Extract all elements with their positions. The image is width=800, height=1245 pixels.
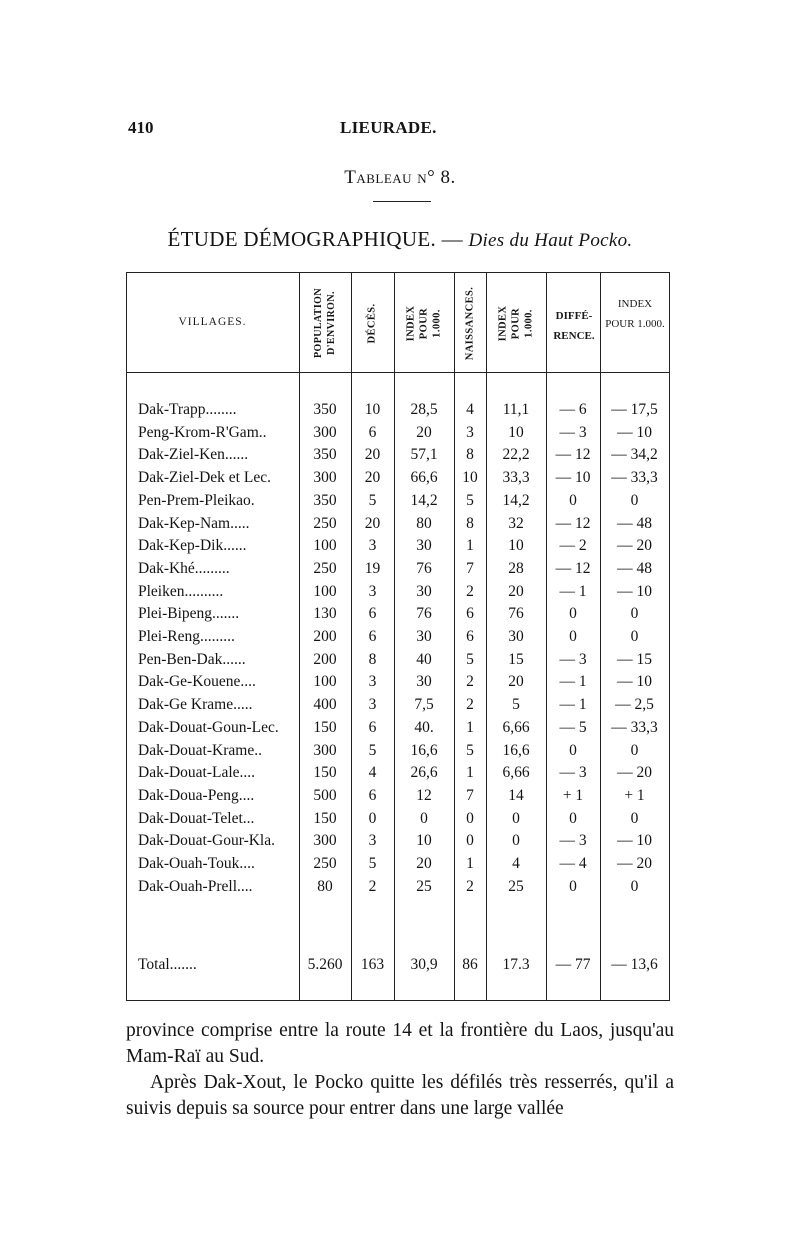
index-naissances-value: 11,1 xyxy=(502,401,530,418)
deces-value: 10 xyxy=(364,401,381,418)
difference-value: — 3 xyxy=(559,764,587,782)
table-row xyxy=(126,490,670,512)
index-deces-value: 25 xyxy=(416,877,432,895)
header-deces-label: DÉCÈS. xyxy=(366,302,378,344)
population-value: 400 xyxy=(313,696,337,714)
index-difference-value: — 33,3 xyxy=(611,718,658,736)
difference-value: — 1 xyxy=(559,673,587,691)
table-row xyxy=(126,830,670,852)
naissances-value: 86 xyxy=(462,956,478,973)
table-title xyxy=(0,227,800,252)
index-naissances-value: 0 xyxy=(512,809,520,827)
paragraph: Après Dak-Xout, le Pocko quitte les défilés très resserrés, qu'il a suivis depuis sa source pour entrer dans une large vallée xyxy=(126,1072,674,1119)
naissances-value: 8 xyxy=(466,514,474,532)
naissances-value: 2 xyxy=(466,877,474,895)
index-naissances-value: 14 xyxy=(508,786,524,804)
index-difference-value: — 10 xyxy=(617,832,652,850)
index-difference-value: — 2,5 xyxy=(615,696,654,714)
index-deces-value: 7,5 xyxy=(414,696,434,714)
index-difference-value: — 20 xyxy=(617,764,652,782)
index-difference-value: — 34,2 xyxy=(611,446,658,464)
index-naissances-value: 10 xyxy=(508,537,524,555)
village-name: Pen-Ben-Dak...... xyxy=(138,650,246,668)
deces-value: 19 xyxy=(364,559,381,577)
naissances-value: 1 xyxy=(466,764,474,782)
population-value: 300 xyxy=(313,469,337,487)
table-row xyxy=(126,444,670,466)
village-name: Dak-Ziel-Dek et Lec. xyxy=(138,469,271,487)
index-difference-value: — 10 xyxy=(617,673,652,691)
difference-value: — 3 xyxy=(559,832,587,850)
population-value: 80 xyxy=(317,877,333,895)
population-value: 300 xyxy=(313,741,337,759)
index-deces-value: 30 xyxy=(416,673,432,691)
header-difference: DIFFÉ- RENCE. xyxy=(553,310,595,342)
index-naissances-value: 20 xyxy=(508,673,524,691)
population-value: 250 xyxy=(313,514,337,532)
index-deces-value: 76 xyxy=(416,605,432,623)
deces-value: 3 xyxy=(368,537,377,555)
index-deces-value: 30 xyxy=(416,537,432,555)
village-name: Dak-Ouah-Prell.... xyxy=(138,877,253,895)
difference-value: — 12 xyxy=(555,514,591,532)
index-naissances-value: 6,66 xyxy=(502,718,530,736)
deces-value: 6 xyxy=(368,605,377,623)
index-naissances-value: 76 xyxy=(508,605,524,623)
index-naissances-value: 6,66 xyxy=(502,764,530,782)
index-deces-value: 0 xyxy=(420,809,428,827)
index-naissances-value: 30 xyxy=(508,628,524,645)
difference-value: — 6 xyxy=(559,401,587,418)
difference-value: 0 xyxy=(569,809,577,827)
village-name: Dak-Trapp........ xyxy=(138,401,237,418)
index-naissances-value: 0 xyxy=(512,832,520,850)
population-value: 350 xyxy=(313,491,337,509)
demographic-table xyxy=(126,272,670,1001)
index-deces-value: 40. xyxy=(414,718,434,736)
village-name: Pen-Prem-Pleikao. xyxy=(138,491,255,509)
index-difference-value: — 17,5 xyxy=(611,401,658,418)
table-row xyxy=(126,581,670,603)
deces-value: 0 xyxy=(368,809,377,827)
population-value: 250 xyxy=(313,855,337,872)
title-rule xyxy=(373,201,431,202)
difference-value: — 4 xyxy=(559,855,587,872)
index-deces-value: 10 xyxy=(416,832,432,850)
index-deces-value: 26,6 xyxy=(410,764,438,782)
table-row xyxy=(126,399,670,421)
deces-value: 5 xyxy=(368,741,377,759)
index-naissances-value: 32 xyxy=(508,514,524,532)
index-deces-value: 57,1 xyxy=(410,446,438,464)
naissances-value: 1 xyxy=(466,855,474,872)
table-row xyxy=(126,853,670,875)
table-title-italic: Dies du Haut Pocko. xyxy=(468,230,633,251)
deces-value: 6 xyxy=(368,423,377,441)
population-value: 100 xyxy=(313,582,337,600)
index-deces-value: 30 xyxy=(416,628,432,645)
header-naissances-label: NAISSANCES. xyxy=(464,286,476,360)
naissances-value: 6 xyxy=(466,605,474,623)
header-naissances xyxy=(454,276,486,370)
village-name: Total....... xyxy=(138,956,197,973)
table-row xyxy=(126,535,670,557)
deces-value: 163 xyxy=(360,956,385,973)
village-name: Dak-Ziel-Ken...... xyxy=(138,446,249,464)
table-top-border xyxy=(126,272,670,273)
difference-value: 0 xyxy=(569,741,577,759)
index-naissances-value: 25 xyxy=(508,877,524,895)
deces-value: 3 xyxy=(368,832,377,850)
table-row xyxy=(126,671,670,693)
index-naissances-value: 5 xyxy=(512,696,520,714)
village-name: Dak-Khé......... xyxy=(138,559,230,577)
index-difference-value: 0 xyxy=(630,809,639,827)
deces-value: 5 xyxy=(368,855,377,872)
difference-value: — 12 xyxy=(555,559,591,577)
village-name: Dak-Douat-Telet... xyxy=(138,809,255,827)
naissances-value: 7 xyxy=(466,559,474,577)
naissances-value: 6 xyxy=(466,628,474,645)
header-index-deces-label: INDEX POUR 1.000. xyxy=(405,305,443,341)
population-value: 300 xyxy=(313,423,337,441)
population-value: 200 xyxy=(313,650,337,668)
naissances-value: 0 xyxy=(466,809,474,827)
village-name: Dak-Douat-Gour-Kla. xyxy=(138,832,275,850)
table-title-main: ÉTUDE DÉMOGRAPHIQUE. xyxy=(167,227,437,251)
header-villages: VILLAGES. xyxy=(178,316,247,328)
index-naissances-value: 22,2 xyxy=(502,446,530,464)
population-value: 150 xyxy=(313,718,337,736)
deces-value: 3 xyxy=(368,673,377,691)
village-name: Dak-Ouah-Touk.... xyxy=(138,855,255,872)
naissances-value: 8 xyxy=(466,446,474,464)
index-difference-value: 0 xyxy=(630,605,639,623)
index-difference-value: — 20 xyxy=(617,537,652,555)
difference-value: 0 xyxy=(569,491,577,509)
village-name: Dak-Ge Krame..... xyxy=(138,696,253,714)
population-value: 350 xyxy=(313,401,337,418)
difference-value: — 5 xyxy=(559,718,587,736)
table-bottom-border xyxy=(126,1000,670,1001)
naissances-value: 5 xyxy=(466,650,474,668)
naissances-value: 3 xyxy=(466,423,474,441)
table-row xyxy=(126,785,670,807)
village-name: Dak-Kep-Dik...... xyxy=(138,537,247,555)
index-naissances-value: 17.3 xyxy=(502,956,530,973)
naissances-value: 1 xyxy=(466,718,474,736)
index-deces-value: 80 xyxy=(416,514,432,532)
village-name: Dak-Douat-Lale.... xyxy=(138,764,256,782)
table-title-dash: — xyxy=(441,227,463,251)
difference-value: — 1 xyxy=(559,696,587,714)
index-difference-value: + 1 xyxy=(624,786,645,804)
difference-value: — 2 xyxy=(559,537,587,555)
village-name: Dak-Doua-Peng.... xyxy=(138,786,255,804)
table-row xyxy=(126,513,670,535)
index-deces-value: 16,6 xyxy=(410,741,438,759)
difference-value: — 77 xyxy=(555,956,591,973)
index-deces-value: 20 xyxy=(416,423,432,441)
index-deces-value: 66,6 xyxy=(410,469,438,487)
village-name: Plei-Reng......... xyxy=(138,628,235,645)
difference-value: 0 xyxy=(569,605,577,623)
village-name: Dak-Douat-Goun-Lec. xyxy=(138,718,279,736)
index-naissances-value: 10 xyxy=(508,423,524,441)
table-row xyxy=(126,649,670,671)
population-value: 100 xyxy=(313,673,337,691)
header-deces xyxy=(351,276,394,370)
deces-value: 20 xyxy=(364,469,381,487)
deces-value: 4 xyxy=(368,764,377,782)
population-value: 350 xyxy=(313,446,337,464)
index-difference-value: — 15 xyxy=(617,650,652,668)
table-row xyxy=(126,762,670,784)
paragraph: province comprise entre la route 14 et la frontière du Laos, jusqu'au Mam-Raï au Sud. xyxy=(126,1020,674,1067)
village-name: Peng-Krom-R'Gam.. xyxy=(138,423,267,441)
naissances-value: 0 xyxy=(466,832,474,850)
naissances-value: 1 xyxy=(466,537,474,555)
index-difference-value: — 48 xyxy=(617,514,652,532)
difference-value: + 1 xyxy=(562,786,584,804)
table-row xyxy=(126,626,670,648)
index-deces-value: 20 xyxy=(416,855,432,872)
index-difference-value: — 10 xyxy=(617,582,652,600)
naissances-value: 2 xyxy=(466,582,474,600)
index-deces-value: 76 xyxy=(416,559,432,577)
table-row xyxy=(126,740,670,762)
deces-value: 2 xyxy=(368,877,377,895)
population-value: 100 xyxy=(313,537,337,555)
difference-value: — 3 xyxy=(559,650,587,668)
deces-value: 6 xyxy=(368,786,377,804)
population-value: 150 xyxy=(313,809,337,827)
header-population xyxy=(299,276,351,370)
table-row xyxy=(126,808,670,830)
index-difference-value: — 20 xyxy=(617,855,652,872)
index-difference-value: — 10 xyxy=(617,423,652,441)
header-index-deces xyxy=(394,276,454,370)
deces-value: 20 xyxy=(364,446,381,464)
deces-value: 6 xyxy=(368,628,377,645)
index-deces-value: 30 xyxy=(416,582,432,600)
village-name: Pleiken.......... xyxy=(138,582,224,600)
difference-value: — 10 xyxy=(555,469,591,487)
total-row xyxy=(126,954,670,976)
population-value: 250 xyxy=(313,559,337,577)
index-deces-value: 40 xyxy=(416,650,432,668)
index-difference-value: 0 xyxy=(630,628,639,645)
deces-value: 3 xyxy=(368,696,377,714)
table-row xyxy=(126,876,670,898)
village-name: Dak-Douat-Krame.. xyxy=(138,741,262,759)
table-row xyxy=(126,467,670,489)
body-text xyxy=(126,1018,674,1122)
naissances-value: 7 xyxy=(466,786,474,804)
village-name: Dak-Kep-Nam..... xyxy=(138,514,250,532)
naissances-value: 4 xyxy=(466,401,474,418)
deces-value: 3 xyxy=(368,582,377,600)
index-difference-value: — 13,6 xyxy=(611,956,658,973)
population-value: 500 xyxy=(313,786,337,804)
index-difference-value: — 48 xyxy=(617,559,652,577)
difference-value: — 1 xyxy=(559,582,587,600)
index-deces-value: 30,9 xyxy=(410,956,438,973)
naissances-value: 5 xyxy=(466,491,474,509)
village-name: Plei-Bipeng....... xyxy=(138,605,240,623)
table-number: Tableau n° 8. xyxy=(344,167,456,188)
population-value: 150 xyxy=(313,764,337,782)
deces-value: 8 xyxy=(368,650,377,668)
index-difference-value: 0 xyxy=(630,741,639,759)
deces-value: 6 xyxy=(368,718,377,736)
index-naissances-value: 15 xyxy=(508,650,524,668)
page-number: 410 xyxy=(128,118,154,137)
table-row xyxy=(126,694,670,716)
naissances-value: 5 xyxy=(466,741,474,759)
table-row xyxy=(126,558,670,580)
population-value: 5.260 xyxy=(307,956,343,973)
index-difference-value: — 33,3 xyxy=(611,469,658,487)
index-deces-value: 12 xyxy=(416,786,432,804)
population-value: 130 xyxy=(313,605,337,623)
header-index-naissances xyxy=(486,276,546,370)
index-difference-value: 0 xyxy=(630,491,639,509)
index-naissances-value: 20 xyxy=(508,582,524,600)
deces-value: 20 xyxy=(364,514,381,532)
naissances-value: 10 xyxy=(462,469,478,487)
index-deces-value: 28,5 xyxy=(410,401,438,418)
header-index-naissances-label: INDEX POUR 1.000. xyxy=(497,305,535,341)
index-naissances-value: 28 xyxy=(508,559,524,577)
running-title: LIEURADE. xyxy=(340,118,437,137)
index-naissances-value: 4 xyxy=(512,855,520,872)
index-difference-value: 0 xyxy=(630,877,639,895)
index-naissances-value: 33,3 xyxy=(502,469,530,487)
difference-value: — 3 xyxy=(559,423,587,441)
difference-value: — 12 xyxy=(555,446,591,464)
table-row xyxy=(126,603,670,625)
population-value: 200 xyxy=(313,628,337,645)
population-value: 300 xyxy=(313,832,337,850)
table-row xyxy=(126,717,670,739)
difference-value: 0 xyxy=(569,877,577,895)
deces-value: 5 xyxy=(368,491,377,509)
difference-value: 0 xyxy=(569,628,577,645)
naissances-value: 2 xyxy=(466,673,474,691)
table-row xyxy=(126,422,670,444)
index-naissances-value: 14,2 xyxy=(502,491,530,509)
header-population-label: POPULATION D'ENVIRON. xyxy=(313,288,337,358)
village-name: Dak-Ge-Kouene.... xyxy=(138,673,256,691)
index-naissances-value: 16,6 xyxy=(502,741,530,759)
naissances-value: 2 xyxy=(466,696,474,714)
table-header-rule xyxy=(126,372,670,373)
index-deces-value: 14,2 xyxy=(410,491,438,509)
header-index-difference: INDEX POUR 1.000. xyxy=(605,298,665,330)
